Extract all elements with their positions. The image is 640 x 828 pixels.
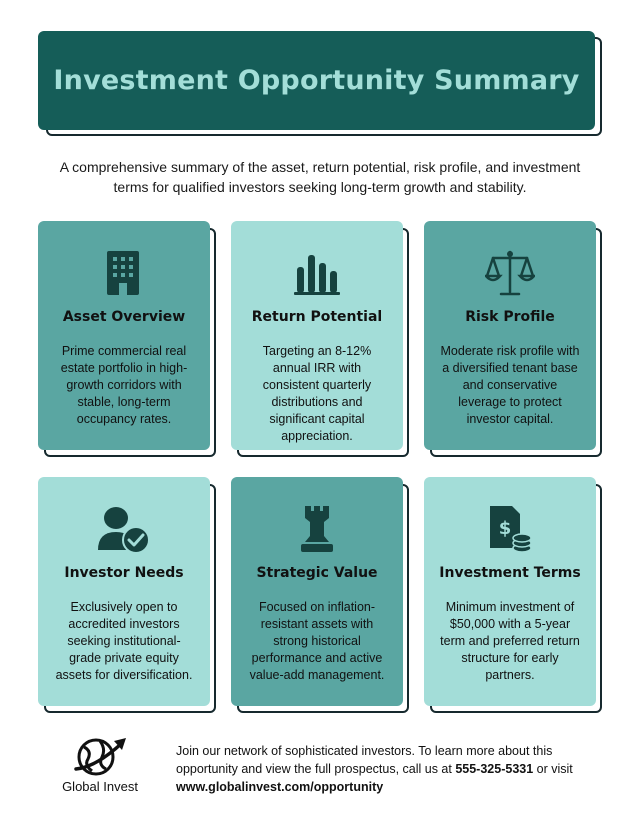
- card-body: [38, 477, 210, 706]
- bar-chart-icon: [231, 247, 403, 299]
- card-text: Exclusively open to accredited investors seeking institutional-grade private equity assets for diversification.: [55, 600, 193, 682]
- card-body: [231, 477, 403, 706]
- card-title: Asset Overview: [62, 309, 186, 325]
- building-icon: [38, 247, 210, 299]
- header-banner: [38, 31, 602, 136]
- intro-text: A comprehensive summary of the asset, return potential, risk profile, and investment terms for qualified investors seeking long-term growth and stability.: [59, 159, 581, 195]
- card-text: Focused on inflation-resistant assets with strong historical performance and active value-add management.: [249, 600, 385, 682]
- card-body: [424, 221, 596, 450]
- footer-text-before: Join our network of sophisticated investors. To learn more about this opportunity and view the full prospectus, call us at: [176, 744, 553, 776]
- card-strategic-value: [231, 477, 409, 713]
- user-check-icon: [38, 503, 210, 555]
- brand-name: Global Invest: [62, 779, 138, 794]
- card-title: Strategic Value: [256, 565, 378, 581]
- card-title: Investor Needs: [64, 565, 184, 581]
- page-title: Investment Opportunity Summary: [53, 65, 580, 96]
- brand-logo: [50, 735, 150, 797]
- svg-text:$: $: [498, 518, 512, 539]
- footer-contact: [176, 742, 596, 796]
- scales-icon: [424, 247, 596, 299]
- card-text: Prime commercial real estate portfolio in high-growth corridors with stable, long-term occupancy rates.: [60, 344, 188, 426]
- card-return-potential: [231, 221, 409, 457]
- card-title: Investment Terms: [439, 565, 581, 581]
- card-investment-terms: [424, 477, 602, 713]
- card-body: [38, 221, 210, 450]
- website-link[interactable]: www.globalinvest.com/opportunity: [176, 780, 384, 794]
- header: [38, 31, 595, 130]
- card-body: [424, 477, 596, 706]
- card-risk-profile: [424, 221, 602, 457]
- document-coins-icon: [424, 503, 596, 555]
- footer-text-middle: or visit: [533, 762, 573, 776]
- card-asset-overview: [38, 221, 216, 457]
- phone-number[interactable]: 555-325-5331: [455, 762, 534, 776]
- card-text: Minimum investment of $50,000 with a 5-year term and preferred return structure for early partners.: [440, 600, 580, 682]
- card-text: Targeting an 8-12% annual IRR with consistent quarterly distributions and significant capital appreciation.: [262, 344, 372, 443]
- globe-arrow-icon: [70, 735, 130, 779]
- card-investor-needs: [38, 477, 216, 713]
- chess-rook-icon: [231, 503, 403, 555]
- card-text: Moderate risk profile with a diversified tenant base and conservative leverage to protect investor capital.: [440, 344, 580, 426]
- card-title: Return Potential: [251, 309, 383, 325]
- card-title: Risk Profile: [465, 309, 555, 325]
- card-body: [231, 221, 403, 450]
